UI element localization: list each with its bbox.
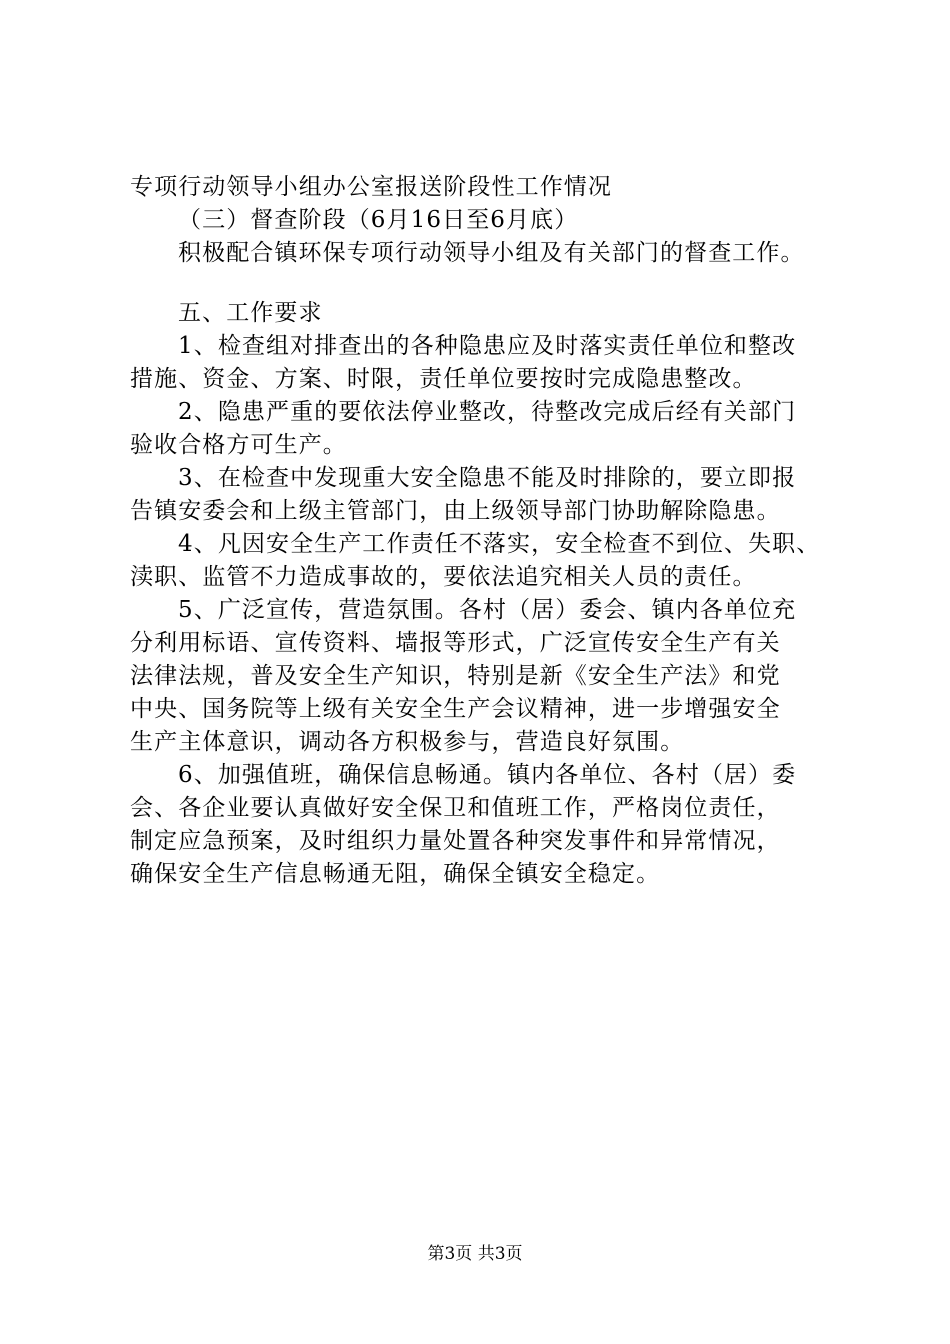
section-heading: （三）督查阶段（6月16日至6月底） <box>178 207 579 233</box>
text-line: 分利用标语、宣传资料、墙报等形式，广泛宣传安全生产有关 <box>130 630 781 656</box>
text-line: 6、加强值班，确保信息畅通。镇内各单位、各村（居）委 <box>178 762 797 788</box>
text-line: 4、凡因安全生产工作责任不落实，安全检查不到位、失职、 <box>178 531 821 557</box>
text-line: 专项行动领导小组办公室报送阶段性工作情况 <box>130 174 612 200</box>
text-line: 渎职、监管不力造成事故的，要依法追究相关人员的责任。 <box>130 564 757 590</box>
text-line: 5、广泛宣传，营造氛围。各村（居）委会、镇内各单位充 <box>178 597 797 623</box>
text-line: 制定应急预案，及时组织力量处置各种突发事件和异常情况， <box>130 828 781 854</box>
text-line: 生产主体意识，调动各方积极参与，营造良好氛围。 <box>130 729 685 755</box>
page-footer: 第3页 共3页 <box>427 1244 523 1264</box>
section-heading: 五、工作要求 <box>178 300 323 326</box>
text-line: 3、在检查中发现重大安全隐患不能及时排除的，要立即报 <box>178 465 797 491</box>
text-line: 中央、国务院等上级有关安全生产会议精神，进一步增强安全 <box>130 696 781 722</box>
text-line: 2、隐患严重的要依法停业整改，待整改完成后经有关部门 <box>178 399 797 425</box>
text-line: 积极配合镇环保专项行动领导小组及有关部门的督查工作。 <box>178 240 805 266</box>
text-line: 措施、资金、方案、时限，责任单位要按时完成隐患整改。 <box>130 366 757 392</box>
text-line: 1、检查组对排查出的各种隐患应及时落实责任单位和整改 <box>178 333 797 359</box>
text-line: 会、各企业要认真做好安全保卫和值班工作，严格岗位责任， <box>130 795 781 821</box>
text-line: 验收合格方可生产。 <box>130 432 347 458</box>
text-line: 确保安全生产信息畅通无阻，确保全镇安全稳定。 <box>130 861 661 887</box>
text-line: 法律法规，普及安全生产知识，特别是新《安全生产法》和党 <box>130 663 781 689</box>
text-line: 告镇安委会和上级主管部门，由上级领导部门协助解除隐患。 <box>130 498 781 524</box>
